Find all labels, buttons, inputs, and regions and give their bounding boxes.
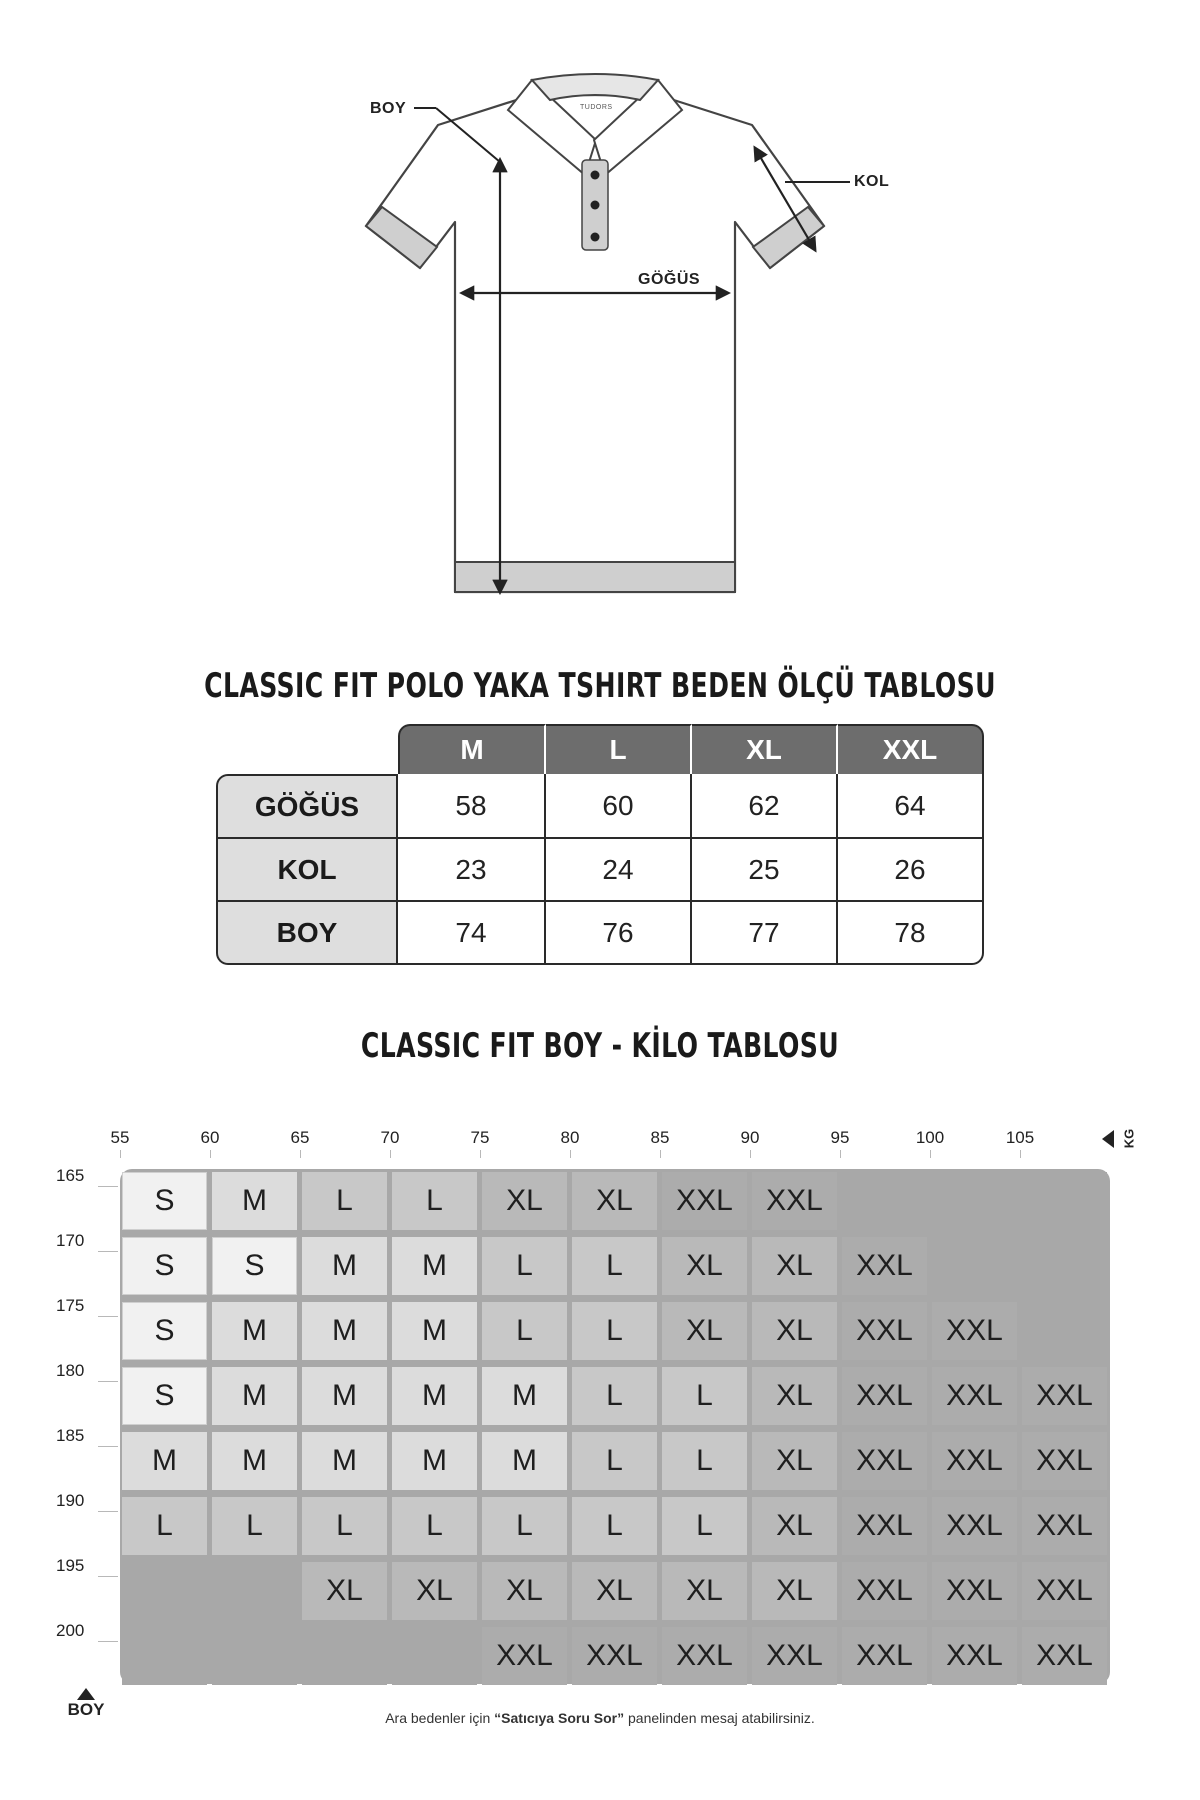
size-grid-cell: L — [482, 1497, 567, 1555]
size-grid-cell: L — [392, 1497, 477, 1555]
kg-tick-label: 95 — [830, 1128, 850, 1147]
kg-tick-label: 80 — [560, 1128, 580, 1147]
gogus-diagram-label: GÖĞÜS — [638, 271, 701, 288]
size-grid-cell — [1022, 1172, 1107, 1230]
footer-highlight: “Satıcıya Soru Sor” — [494, 1710, 625, 1726]
size-grid-cell: XL — [392, 1562, 477, 1620]
size-grid-cell: XL — [752, 1367, 837, 1425]
boy-tick-label: 170 — [56, 1231, 85, 1250]
size-header-l: L — [546, 724, 692, 774]
kg-tick-mark — [750, 1150, 751, 1158]
table-cell: 60 — [546, 774, 692, 839]
size-grid-cell: L — [482, 1302, 567, 1360]
kg-tick-mark — [840, 1150, 841, 1158]
size-grid-cell: XL — [662, 1237, 747, 1295]
size-grid-cell: XXL — [932, 1562, 1017, 1620]
table-cell: 26 — [838, 839, 984, 902]
kg-tick-mark — [480, 1150, 481, 1158]
measure-table-title: CLASSIC FIT POLO YAKA TSHIRT BEDEN ÖLÇÜ TABLOSU — [204, 666, 996, 706]
table-cell: 77 — [692, 902, 838, 965]
size-grid-cell — [932, 1172, 1017, 1230]
table-cell: 23 — [398, 839, 546, 902]
size-header-xl: XL — [692, 724, 838, 774]
kg-tick-mark — [300, 1150, 301, 1158]
size-grid-cell: M — [392, 1302, 477, 1360]
size-grid-cell: XXL — [1022, 1562, 1107, 1620]
size-grid-cell: XXL — [842, 1237, 927, 1295]
size-grid-cell: L — [662, 1367, 747, 1425]
size-grid-cell: XL — [482, 1172, 567, 1230]
boy-tick-mark — [98, 1576, 118, 1577]
size-grid-cell: S — [212, 1237, 297, 1295]
boy-tick-mark — [98, 1251, 118, 1252]
size-grid-cell: M — [212, 1367, 297, 1425]
size-grid-cell: S — [122, 1367, 207, 1425]
row-label-boy: BOY — [216, 902, 398, 965]
size-grid-cell: XXL — [842, 1627, 927, 1685]
size-grid-cell: M — [212, 1302, 297, 1360]
size-grid-cell: L — [392, 1172, 477, 1230]
kg-tick-label: 70 — [380, 1128, 400, 1147]
size-grid-cell: XL — [302, 1562, 387, 1620]
kg-tick-mark — [390, 1150, 391, 1158]
size-grid-cell: S — [122, 1302, 207, 1360]
size-grid-cell: XXL — [842, 1562, 927, 1620]
kg-tick-label: 105 — [1005, 1128, 1035, 1147]
size-grid-cell: L — [482, 1237, 567, 1295]
size-grid-cell: L — [662, 1497, 747, 1555]
boy-tick-mark — [98, 1511, 118, 1512]
boy-tick-label: 200 — [56, 1621, 85, 1640]
size-grid-cell: M — [302, 1302, 387, 1360]
kg-label: KG — [1120, 1128, 1136, 1149]
size-grid-cell: XXL — [662, 1172, 747, 1230]
boy-tick-label: 165 — [56, 1166, 85, 1185]
size-grid-cell: XXL — [1022, 1497, 1107, 1555]
size-grid-cell: M — [302, 1367, 387, 1425]
size-grid-cell: L — [572, 1302, 657, 1360]
kg-tick-label: 75 — [470, 1128, 490, 1147]
size-header-xxl: XXL — [838, 724, 984, 774]
size-grid-cell — [122, 1562, 207, 1620]
boy-tick-label: 190 — [56, 1491, 85, 1510]
table-row — [216, 774, 984, 839]
size-grid-cell: XXL — [932, 1432, 1017, 1490]
kg-tick-label: 65 — [290, 1128, 310, 1147]
table-cell: 76 — [546, 902, 692, 965]
boy-tick-label: 195 — [56, 1556, 85, 1575]
kg-tick-mark — [1020, 1150, 1021, 1158]
size-grid-cell — [842, 1172, 927, 1230]
table-row — [216, 839, 984, 902]
size-grid-cell: M — [392, 1237, 477, 1295]
size-grid-cell — [1022, 1237, 1107, 1295]
row-label-kol: KOL — [216, 839, 398, 902]
boy-arrow-icon — [77, 1688, 95, 1700]
footer-note — [0, 1710, 1200, 1726]
boy-tick-mark — [98, 1316, 118, 1317]
size-grid-cell: XXL — [752, 1172, 837, 1230]
size-grid-cell: L — [122, 1497, 207, 1555]
size-grid-cell: XXL — [1022, 1367, 1107, 1425]
waist-band — [455, 562, 735, 592]
kg-tick-label: 90 — [740, 1128, 760, 1147]
kg-tick-label: 85 — [650, 1128, 670, 1147]
size-grid-cell: S — [122, 1237, 207, 1295]
table-cell: 25 — [692, 839, 838, 902]
kg-tick-label: 55 — [110, 1128, 130, 1147]
size-grid-cell — [1022, 1302, 1107, 1360]
kg-tick-mark — [210, 1150, 211, 1158]
size-grid-cell: M — [302, 1237, 387, 1295]
brand-logo: TUDORS — [580, 104, 613, 111]
size-grid-cell: L — [302, 1497, 387, 1555]
size-grid-cell: L — [572, 1237, 657, 1295]
size-grid-cell: XXL — [752, 1627, 837, 1685]
boy-tick-label: 180 — [56, 1361, 85, 1380]
size-grid-cell: XXL — [572, 1627, 657, 1685]
size-grid-cell — [932, 1237, 1017, 1295]
button — [591, 201, 600, 210]
size-grid-cell: XXL — [932, 1627, 1017, 1685]
boy-tick-label: 175 — [56, 1296, 85, 1315]
size-grid-cell: S — [122, 1172, 207, 1230]
kg-tick-label: 60 — [200, 1128, 220, 1147]
size-grid-cell: XXL — [842, 1497, 927, 1555]
size-grid-cell: M — [122, 1432, 207, 1490]
size-grid-cell: XL — [752, 1237, 837, 1295]
size-grid-cell — [212, 1627, 297, 1685]
table-cell: 62 — [692, 774, 838, 839]
table-cell: 74 — [398, 902, 546, 965]
size-grid-cell: XL — [482, 1562, 567, 1620]
size-measurement-table — [216, 724, 984, 965]
size-grid-cell: M — [482, 1432, 567, 1490]
kg-tick-mark — [930, 1150, 931, 1158]
size-grid-cell: XXL — [482, 1627, 567, 1685]
row-label-gogus: GÖĞÜS — [216, 774, 398, 839]
size-grid-cell: M — [392, 1432, 477, 1490]
size-grid-cell — [302, 1627, 387, 1685]
size-grid-cell: L — [302, 1172, 387, 1230]
kg-tick-mark — [570, 1150, 571, 1158]
size-grid-cell — [122, 1627, 207, 1685]
size-grid-cell: XXL — [662, 1627, 747, 1685]
size-grid-cell: M — [482, 1367, 567, 1425]
table-cell: 64 — [838, 774, 984, 839]
header-corner — [216, 724, 398, 774]
boy-label: BOY — [67, 1700, 105, 1719]
size-grid-cell: XL — [752, 1302, 837, 1360]
size-grid-cell: L — [572, 1497, 657, 1555]
boy-tick-mark — [98, 1641, 118, 1642]
table-cell: 58 — [398, 774, 546, 839]
size-grid-cell: XL — [572, 1562, 657, 1620]
size-grid-cell: M — [302, 1432, 387, 1490]
boy-tick-mark — [98, 1186, 118, 1187]
size-grid-cell: XL — [752, 1432, 837, 1490]
size-grid-cell: XXL — [842, 1367, 927, 1425]
kg-arrow-icon — [1102, 1130, 1114, 1148]
footer-text-after: panelinden mesaj atabilirsiniz. — [624, 1710, 815, 1726]
size-header-m: M — [398, 724, 546, 774]
polo-shirt-diagram — [0, 0, 1200, 620]
boy-tick-mark — [98, 1446, 118, 1447]
kg-axis-label — [1102, 1128, 1138, 1148]
kg-tick-mark — [120, 1150, 121, 1158]
button — [591, 233, 600, 242]
size-grid-cell: XXL — [932, 1302, 1017, 1360]
size-grid-cell: XL — [662, 1562, 747, 1620]
table-cell: 78 — [838, 902, 984, 965]
size-grid-cell: XL — [662, 1302, 747, 1360]
button — [591, 171, 600, 180]
size-grid-cell — [392, 1627, 477, 1685]
size-grid-cell: M — [392, 1367, 477, 1425]
footer-text-before: Ara bedenler için — [385, 1710, 495, 1726]
size-grid-cell: M — [212, 1172, 297, 1230]
boy-tick-mark — [98, 1381, 118, 1382]
kg-tick-label: 100 — [915, 1128, 945, 1147]
size-grid-cell: XL — [572, 1172, 657, 1230]
size-grid-cell: L — [572, 1367, 657, 1425]
kol-diagram-label: KOL — [854, 173, 890, 190]
size-grid-title: CLASSIC FIT BOY - KİLO TABLOSU — [360, 1026, 840, 1066]
size-grid-cell: XXL — [932, 1497, 1017, 1555]
size-grid-cell: XL — [752, 1562, 837, 1620]
size-grid-cell: L — [572, 1432, 657, 1490]
table-cell: 24 — [546, 839, 692, 902]
size-grid-cell: L — [662, 1432, 747, 1490]
size-grid-cell: XXL — [842, 1302, 927, 1360]
size-grid-cell: XXL — [842, 1432, 927, 1490]
size-grid-cell: XL — [752, 1497, 837, 1555]
size-header-row — [216, 724, 984, 774]
table-row — [216, 902, 984, 965]
size-grid-cell: L — [212, 1497, 297, 1555]
boy-diagram-label: BOY — [370, 100, 407, 117]
kg-tick-mark — [660, 1150, 661, 1158]
size-grid-cell: XXL — [1022, 1432, 1107, 1490]
size-grid-cell: XXL — [932, 1367, 1017, 1425]
size-grid-cell: M — [212, 1432, 297, 1490]
size-grid-cell — [212, 1562, 297, 1620]
size-grid-cell: XXL — [1022, 1627, 1107, 1685]
boy-tick-label: 185 — [56, 1426, 85, 1445]
